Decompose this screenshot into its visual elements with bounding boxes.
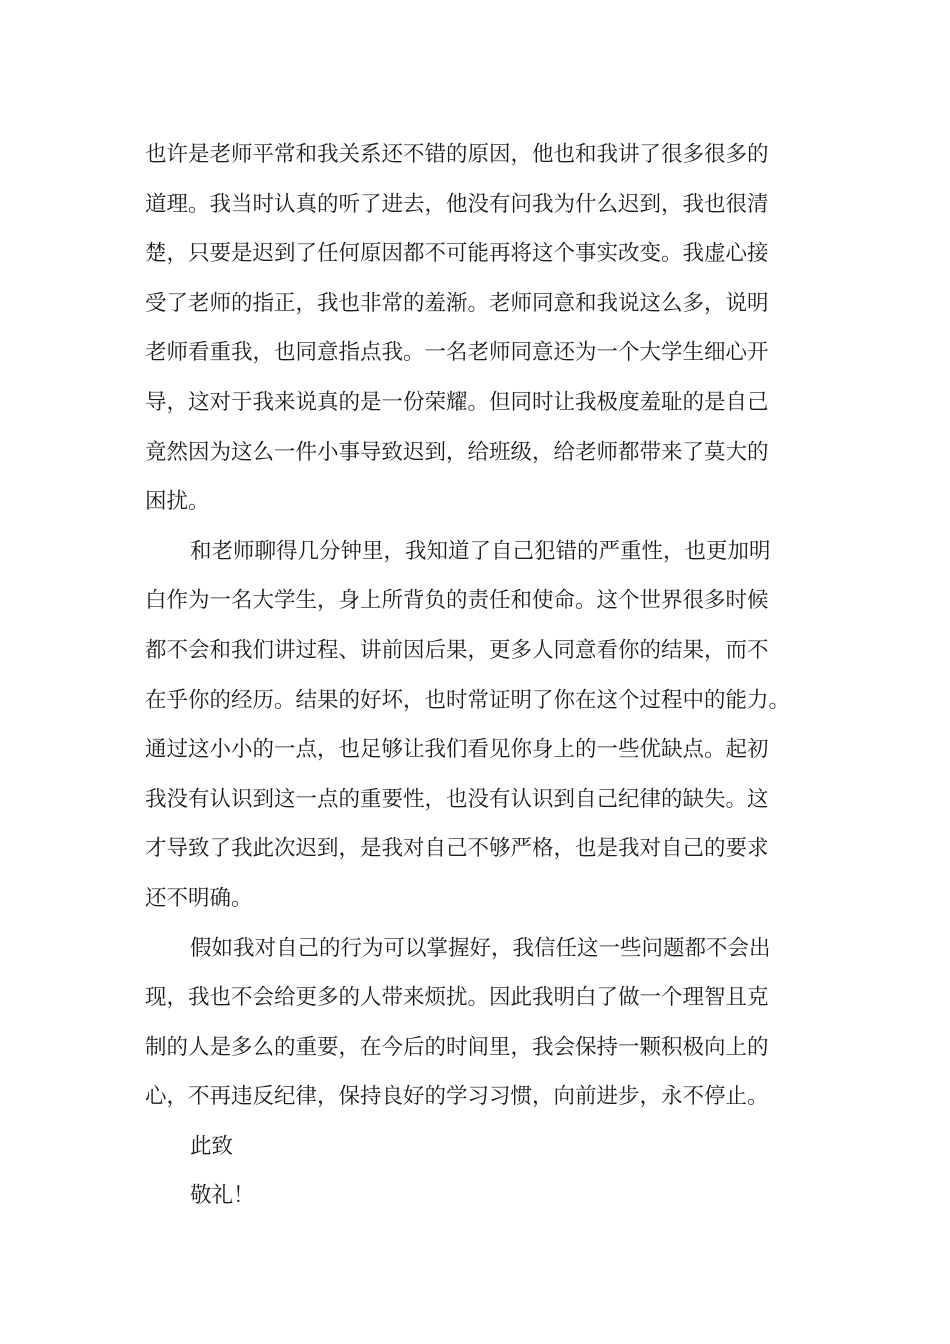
text-line: 心，不再违反纪律，保持良好的学习习惯，向前进步，永不停止。	[145, 1084, 769, 1110]
text-line: 楚，只要是迟到了任何原因都不可能再将这个事实改变。我虚心接	[145, 241, 769, 267]
text-line: 白作为一名大学生，身上所背负的责任和使命。这个世界很多时候	[145, 588, 769, 614]
text-line: 导，这对于我来说真的是一份荣耀。但同时让我极度羞耻的是自己	[145, 389, 769, 415]
paragraph-1	[145, 130, 825, 527]
text-line: 假如我对自己的行为可以掌握好，我信任这一些问题都不会出	[190, 935, 771, 961]
text-line: 还不明确。	[145, 885, 253, 911]
letter-body	[145, 130, 825, 1221]
text-line: 制的人是多么的重要，在今后的时间里，我会保持一颗积极向上的	[145, 1034, 769, 1060]
paragraph-2	[145, 527, 825, 924]
text-line: 在乎你的经历。结果的好坏，也时常证明了你在这个过程中的能力。	[145, 687, 791, 713]
text-line: 和老师聊得几分钟里，我知道了自己犯错的严重性，也更加明	[190, 538, 771, 564]
salutation-text: 敬礼！	[190, 1183, 255, 1209]
text-line: 竟然因为这么一件小事导致迟到，给班级，给老师都带来了莫大的	[145, 439, 769, 465]
text-line: 道理。我当时认真的听了进去，他没有问我为什么迟到，我也很清	[145, 191, 769, 217]
text-line: 老师看重我，也同意指点我。一名老师同意还为一个大学生细心开	[145, 340, 769, 366]
paragraph-3	[145, 924, 825, 1122]
text-line: 通过这小小的一点，也足够让我们看见你身上的一些优缺点。起初	[145, 737, 769, 763]
text-line: 受了老师的指正，我也非常的羞渐。老师同意和我说这么多，说明	[145, 290, 769, 316]
closing-text: 此致	[190, 1133, 234, 1159]
text-line: 现，我也不会给更多的人带来烦扰。因此我明白了做一个理智且克	[145, 985, 769, 1011]
text-line: 都不会和我们讲过程、讲前因后果，更多人同意看你的结果，而不	[145, 637, 769, 663]
text-line: 才导致了我此次迟到，是我对自己不够严格，也是我对自己的要求	[145, 836, 769, 862]
text-line: 我没有认识到这一点的重要性，也没有认识到自己纪律的缺失。这	[145, 786, 769, 812]
text-line: 困扰。	[145, 489, 210, 515]
text-line: 也许是老师平常和我关系还不错的原因，他也和我讲了很多很多的	[145, 142, 769, 167]
